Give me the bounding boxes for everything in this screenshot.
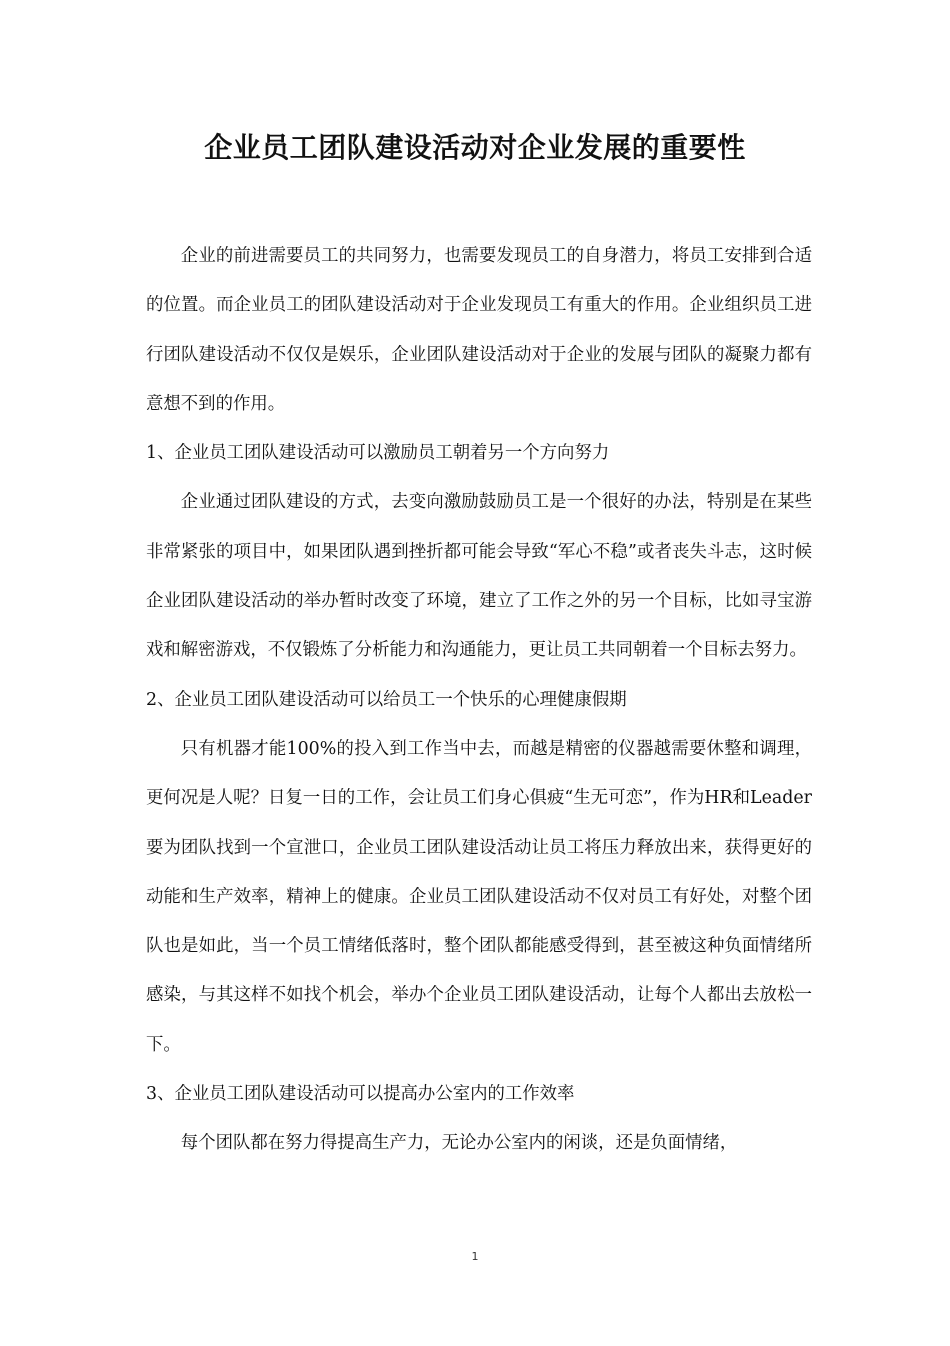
section-heading-3: 3、企业员工团队建设活动可以提高办公室内的工作效率 [146, 1084, 575, 1105]
section-paragraph-2: 只有机器才能100%的投入到工作当中去，而越是精密的仪器越需要休整和调理，更何况是人呢？日复一日的工作，会让员工们身心俱疲“生无可恋”，作为HR和Leader要为团队找到一个宣泄口，企业员工团队建设活动让员工将压力释放出来，获得更好的动能和生产效率，精神上的健康。企业员工团队建设活动不仅对员工有好处，对整个团队也是如此，当一个员工情绪低落时，整个团队都能感受得到，甚至被这种负面情绪所感染，与其这样不如找个机会，举办个企业员工团队建设活动，让每个人都出去放松一下。 [146, 738, 812, 1055]
intro-paragraph: 企业的前进需要员工的共同努力，也需要发现员工的自身潜力，将员工安排到合适的位置。而企业员工的团队建设活动对于企业发现员工有重大的作用。企业组织员工进行团队建设活动不仅仅是娱乐，企业团队建设活动对于企业的发展与团队的凝聚力都有意想不到的作用。 [146, 246, 812, 414]
document-body [146, 232, 812, 1169]
section-heading-1: 1、企业员工团队建设活动可以激励员工朝着另一个方向努力 [146, 443, 610, 464]
section-heading-2: 2、企业员工团队建设活动可以给员工一个快乐的心理健康假期 [146, 689, 627, 710]
page-number: 1 [471, 1250, 479, 1263]
section-paragraph-3: 每个团队都在努力得提高生产力，无论办公室内的闲谈，还是负面情绪， [180, 1133, 738, 1154]
section-paragraph-1: 企业通过团队建设的方式，去变向激励鼓励员工是一个很好的办法，特别是在某些非常紧张的项目中，如果团队遇到挫折都可能会导致“军心不稳”或者丧失斗志，这时候企业团队建设活动的举办暂时改变了环境，建立了工作之外的另一个目标，比如寻宝游戏和解密游戏，不仅锻炼了分析能力和沟通能力，更让员工共同朝着一个目标去努力。 [146, 492, 812, 661]
document-title: 企业员工团队建设活动对企业发展的重要性 [204, 131, 746, 164]
